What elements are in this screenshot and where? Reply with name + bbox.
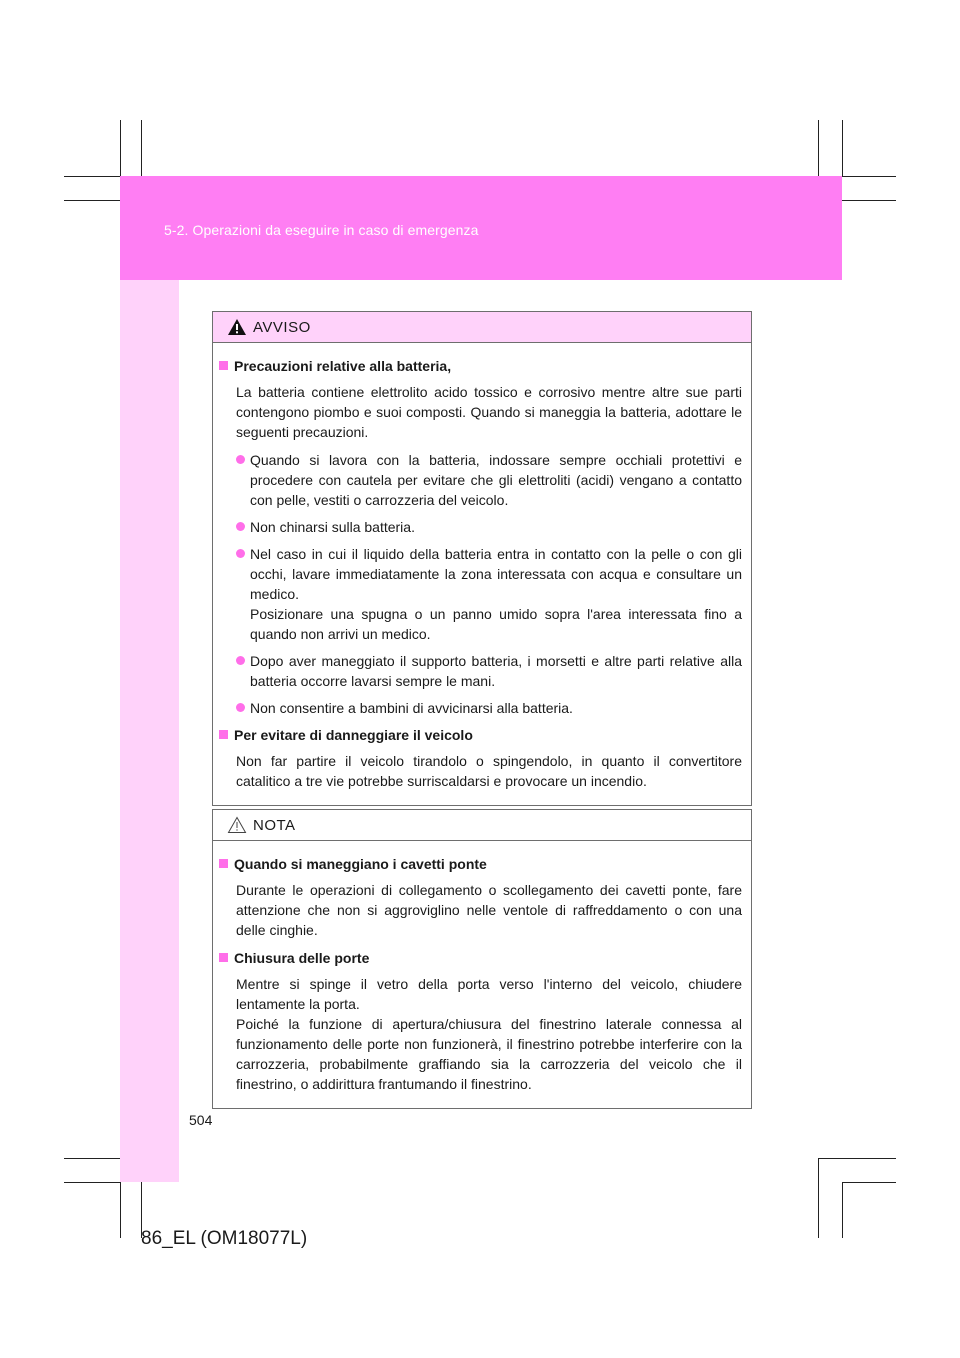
list-item: Non chinarsi sulla batteria. [219,517,742,537]
paragraph: Non far partire il veicolo tirandolo o spingendolo, in quanto il convertitore catalitico a tre vie potrebbe surriscaldarsi e provocare un incendio. [236,753,742,789]
notice-title: NOTA [253,816,296,834]
crop-mark [818,1158,896,1159]
list-item: Dopo aver maneggiato il supporto batteria, i morsetti e altre parti relative alla batteria occorre lavarsi sempre le mani. [219,651,742,691]
crop-mark [842,1182,843,1238]
warning-title: AVVISO [253,318,311,336]
square-bullet-icon [219,953,228,962]
notice-header [213,810,751,841]
warning-icon [227,318,247,336]
list-item: Non consentire a bambini di avvicinarsi alla batteria. [219,698,742,718]
caution-icon [227,816,247,834]
square-bullet-icon [219,361,228,370]
circle-bullet-icon [236,522,245,531]
circle-bullet-icon [236,703,245,712]
side-strip [120,280,179,1182]
list-item: Nel caso in cui il liquido della batteria entra in contatto con la pelle o con gli occhi, lavare immediatamente la zona interessata con acqua e consultare un medico. Posizionare una spugna o un panno umido sopra l'area interessata fino a quando non arrivi un medico. [219,544,742,644]
crop-mark [64,1182,120,1183]
paragraph: La batteria contiene elettrolito acido tossico e corrosivo mentre altre sue parti contengono piombo e suoi composti. Quando si maneggia la batteria, adottare le seguenti precauzioni. [236,384,742,440]
warning-box [212,311,752,806]
section-heading: Per evitare di danneggiare il veicolo [219,725,742,745]
crop-mark [120,1182,121,1238]
circle-bullet-icon [236,656,245,665]
crop-mark [120,120,121,176]
crop-mark [842,120,843,176]
document-code: 86_EL (OM18077L) [141,1228,308,1249]
crop-mark [64,176,120,177]
section-heading: Precauzioni relative alla batteria, [219,356,742,376]
paragraph: Durante le operazioni di collegamento o scollegamento dei cavetti ponte, fare attenzione che non si aggroviglino nelle ventole di raffreddamento o con una delle cinghie. [236,882,742,938]
section-heading: Quando si maneggiano i cavetti ponte [219,854,742,874]
section-title: 5-2. Operazioni da eseguire in caso di emergenza [164,222,479,238]
circle-bullet-icon [236,455,245,464]
square-bullet-icon [219,730,228,739]
paragraph: Mentre si spinge il vetro della porta verso l'interno del veicolo, chiudere lentamente la porta. Poiché la funzione di apertura/chiusura del finestrino laterale connessa al funzionamento delle porte non funzionerà, il finestrino potrebbe interferire con la carrozzeria, probabilmente graffiando sia la carrozzeria del veicolo che il finestrino, o addirittura frantumando il finestrino. [236,976,742,1092]
section-heading: Chiusura delle porte [219,948,742,968]
crop-mark [842,176,896,177]
list-item: Quando si lavora con la batteria, indossare sempre occhiali protettivi e procedere con cautela per evitare che gli elettroliti (acidi) vengano a contatto con pelle, vestiti o carrozzeria del veicolo. [219,450,742,510]
crop-mark [842,1182,896,1183]
square-bullet-icon [219,859,228,868]
crop-mark [818,1158,819,1238]
page-number: 504 [189,1112,213,1128]
notice-box [212,809,752,1109]
circle-bullet-icon [236,549,245,558]
warning-header [213,312,751,343]
